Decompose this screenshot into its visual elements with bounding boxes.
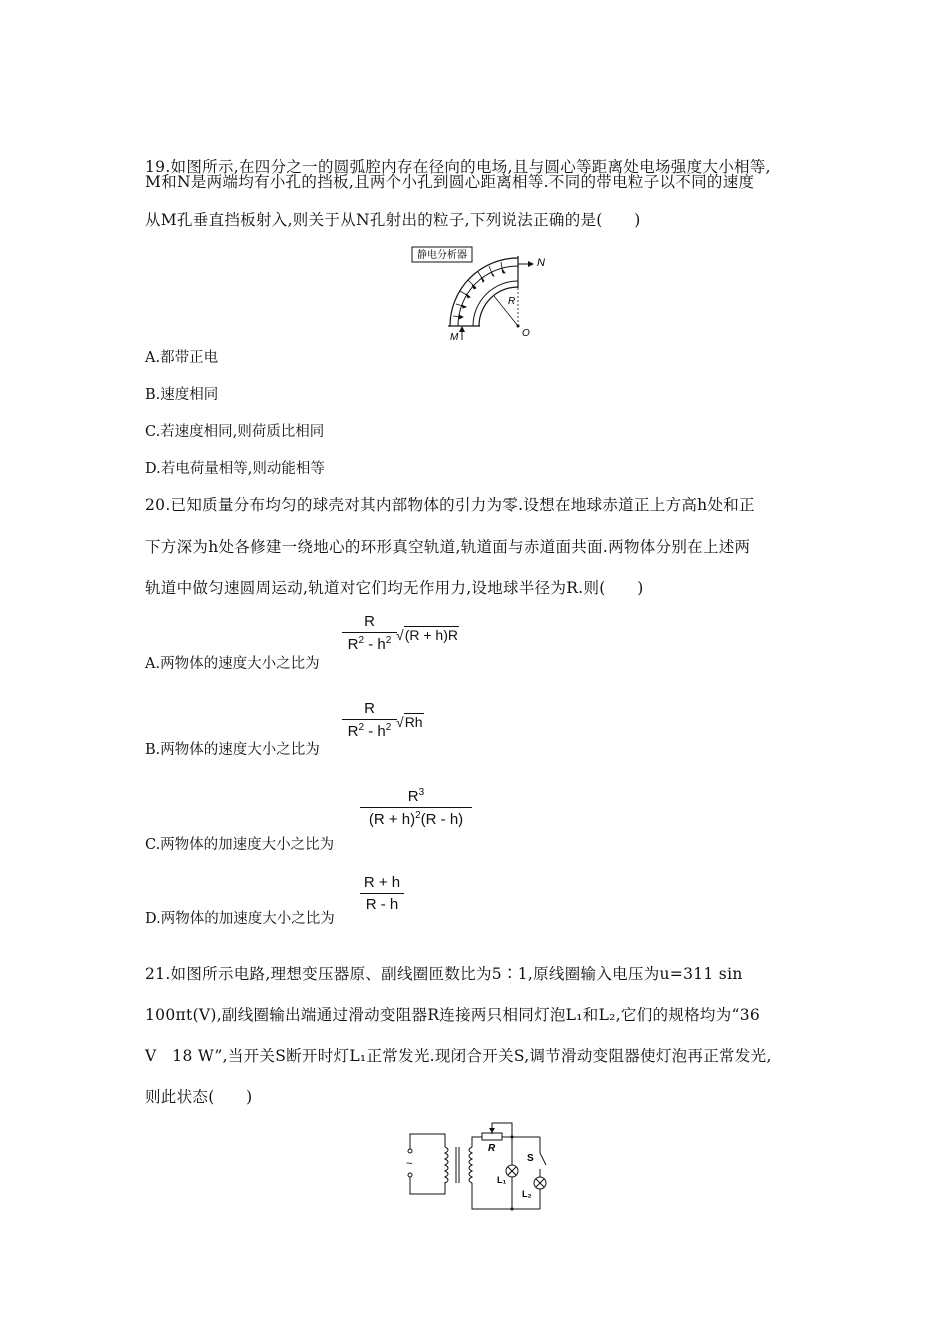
q20-option-a-sqrt: √(R + h)R xyxy=(396,627,458,643)
q20-stem-line-1: 20.已知质量分布均匀的球壳对其内部物体的引力为零.设想在地球赤道正上方高h处和正 xyxy=(145,496,755,514)
q20-stem-line-2: 下方深为h处各修建一绕地心的环形真空轨道,轨道面与赤道面共面.两物体分别在上述两 xyxy=(145,538,751,556)
q21-stem-line-2: 100πt(V),副线圈输出端通过滑动变阻器R连接两只相同灯泡L₁和L₂,它们的规格均为“36 xyxy=(145,1006,761,1024)
electrostatic-analyzer-figure xyxy=(410,244,550,344)
ac-source-symbol: ~ xyxy=(406,1158,413,1170)
q19-stem-line-2: M和N是两端均有小孔的挡板,且两个小孔到圆心距离相等.不同的带电粒子以不同的速度 xyxy=(145,173,755,191)
q20-option-b-label: B.两物体的速度大小之比为 xyxy=(145,742,320,758)
q19-stem-line-1: 19.如图所示,在四分之一的圆弧腔内存在径向的电场,且与圆心等距离处电场强度大小相等, xyxy=(145,158,771,176)
q19-option-d: D.若电荷量相等,则动能相等 xyxy=(145,461,325,477)
label-r: R xyxy=(508,296,516,307)
label-o: O xyxy=(522,328,530,339)
label-l2: L₂ xyxy=(522,1189,532,1199)
q20-option-b-fraction: R $R^2 - h^2$ xyxy=(342,700,397,740)
q19-option-b: B.速度相同 xyxy=(145,387,219,403)
q21-stem-line-4: 则此状态( ) xyxy=(145,1088,253,1106)
label-s: S xyxy=(527,1153,534,1164)
q20-option-a-fraction: R $R^2 - h^2$ xyxy=(342,613,397,653)
q20-option-a-label: A.两物体的速度大小之比为 xyxy=(145,656,320,672)
transformer-circuit-figure xyxy=(400,1117,560,1212)
q19-stem-line-3: 从M孔垂直挡板射入,则关于从N孔射出的粒子,下列说法正确的是( ) xyxy=(145,211,641,229)
q20-stem-line-3: 轨道中做匀速圆周运动,轨道对它们均无作用力,设地球半径为R.则( ) xyxy=(145,579,644,597)
q20-option-c-fraction: $R^3$ $(R + h)^2(R - h)$ xyxy=(360,787,472,828)
q21-stem-line-3: V 18 W”,当开关S断开时灯L₁正常发光.现闭合开关S,调节滑动变阻器使灯泡再正常发光, xyxy=(145,1047,772,1065)
analyzer-label: 静电分析器 xyxy=(417,250,467,261)
q20-option-b-sqrt: √Rh xyxy=(396,714,423,730)
q19-option-c: C.若速度相同,则荷质比相同 xyxy=(145,424,325,440)
q20-option-c-label: C.两物体的加速度大小之比为 xyxy=(145,837,335,853)
label-n: N xyxy=(537,257,545,269)
label-m: M xyxy=(450,332,459,343)
q20-option-d-fraction: R + h R - h xyxy=(360,874,404,913)
label-l1: L₁ xyxy=(497,1175,507,1185)
q20-option-d-label: D.两物体的加速度大小之比为 xyxy=(145,911,335,927)
q21-stem-line-1: 21.如图所示电路,理想变压器原、副线圈匝数比为5∶1,原线圈输入电压为u=311 sin xyxy=(145,965,743,983)
q19-option-a: A.都带正电 xyxy=(145,350,219,366)
label-r: R xyxy=(488,1143,496,1154)
